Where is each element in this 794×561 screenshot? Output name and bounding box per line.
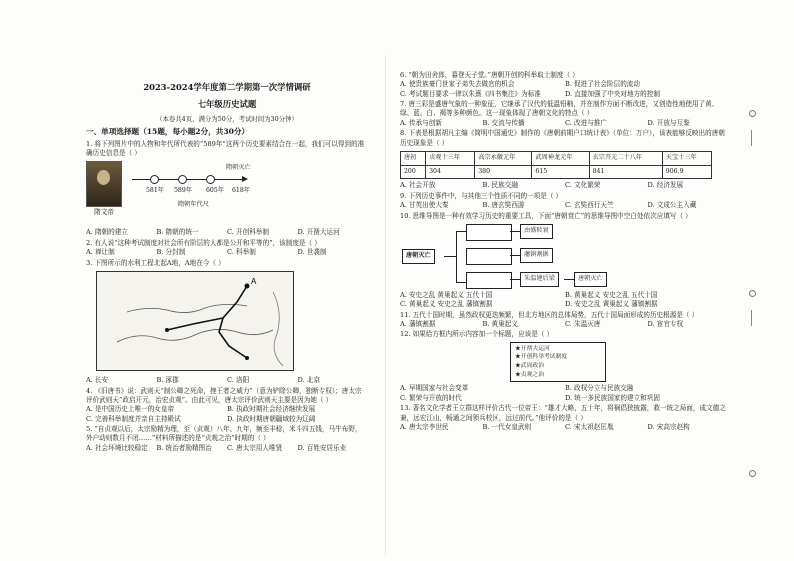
question-stem: 5. “自贞观以后，太宗励精为理，至（贞观）八年、九年，频至丰稔，米斗四五钱，马牛布野，外户动则数月不闭……”材料所描述的是“贞观之治”时期的（ ） [86, 425, 362, 443]
timeline-axis [132, 179, 244, 180]
question-7 [400, 100, 730, 128]
table-cell: 380 [475, 165, 532, 179]
option-d: D. 百姓安居乐业 [297, 443, 347, 452]
map-point [245, 356, 249, 360]
question-stem: 1. 将下列图片中的人物和年代所代表的“589年”这两个历史要素结合在一起，我们可以得到的准确历史信息是（ ） [86, 139, 365, 158]
binding-dash [751, 310, 752, 326]
option-a: A. 安史之乱 黄巢起义 五代十国 [400, 290, 493, 299]
question-stem: 4. 《旧唐书》说：武则天“制公卿之死命，挫王者之威力”（意为铲除公卿，独断专权）；唐太宗评价武则天“政启开元，治宏贞观”。由此可见，唐太宗评价武则天主要是因为她（ ） [86, 386, 362, 404]
option-c: C. 玄奘西行天竺 [565, 201, 614, 210]
option-d: D. 宦官专权 [647, 319, 684, 328]
content-item: ★贞观之治 [515, 371, 544, 378]
exam-subtitle: 七年级历史试题 [197, 98, 257, 109]
option-b: B. 黄巢起义 [482, 319, 518, 328]
question-stem: 8. 下表是根据胡凡主编《简明中国通史》制作的《唐朝前期户口统计表》（单位：万户），该表能够反映出的唐朝历史现象是（ ） [400, 129, 725, 147]
sui-timeline [86, 161, 368, 225]
mind-map-link [510, 231, 520, 232]
table-cell: 304 [426, 165, 475, 179]
question-9 [400, 192, 730, 211]
option-d: D. 经济发展 [647, 181, 684, 190]
binding-dash [751, 130, 752, 146]
table-cell: 玄宗开元二十八年 [589, 151, 662, 165]
table-cell: 天宝十三年 [662, 151, 711, 165]
page-fold [385, 55, 386, 555]
options [86, 248, 368, 257]
question-stem: 2. 有人说“这种考试制度对社会所有阶层的人都是公开和平等的”，该制度是（ ） [86, 238, 321, 247]
options [86, 376, 368, 385]
mind-map-node: 藩镇割据 [520, 248, 553, 263]
timeline-dot [178, 175, 187, 184]
mind-map-node: 由盛转衰 [520, 224, 553, 239]
option-b: B. 分封制 [156, 248, 186, 257]
map-label-a: A [251, 276, 257, 286]
right-column [400, 70, 730, 558]
mind-map [400, 223, 730, 289]
question-4 [86, 387, 368, 424]
binding-hole [749, 470, 756, 477]
table-cell: 615 [532, 165, 589, 179]
table-cell: 武周神龙元年 [532, 151, 589, 165]
option-a: A. 隋朝的建立 [86, 228, 128, 237]
exam-note: （本卷共4页，满分为50分，考试时间为30分钟） [156, 114, 298, 123]
mind-map-link [510, 279, 520, 280]
option-a: A. 甘英出使大秦 [400, 201, 449, 210]
emperor-caption: 隋文帝 [94, 208, 114, 217]
option-d: D. 开凿大运河 [297, 228, 340, 237]
option-a: A. 长安 [86, 376, 109, 385]
option-c: C. 科举制 [227, 248, 256, 257]
question-6 [400, 71, 730, 99]
option-d: D. 统一多民族国家的建立和巩固 [565, 393, 660, 402]
question-2 [86, 239, 368, 258]
table-cell: 841 [589, 165, 662, 179]
question-11 [400, 311, 730, 330]
question-stem: 9. 下列历史事件中，与其他三个性质不同的一项是（ ） [400, 191, 563, 200]
option-b: B. 交流与传播 [482, 118, 525, 127]
option-b: B. 黄巢起义 安史之乱 五代十国 [565, 290, 658, 299]
question-10 [400, 212, 730, 310]
option-c: C. 黄巢起义 安史之乱 藩镇割据 [400, 300, 493, 309]
timeline-dot [150, 175, 159, 184]
content-box [510, 342, 606, 383]
content-item: ★开凿大运河 [515, 345, 550, 352]
option-a: A. 社会环境比较稳定 [86, 443, 148, 452]
mind-map-root: 唐朝灭亡 [402, 249, 435, 264]
option-d: D. 文成公主入藏 [647, 201, 697, 210]
option-a: A. 传承与创新 [400, 118, 442, 127]
exam-title: 2023-2024学年度第二学期第一次学情调研 [143, 82, 311, 92]
option-c: C. 文化繁荣 [565, 181, 601, 190]
section-heading: 一、单项选择题（15题，每小题2分，共30分） [86, 126, 250, 136]
question-stem: 7. 唐三彩是盛唐气象的一种象征，它继承了汉代的低温铅釉，并在制作方面不断改进，又创造性地使用了黄、绿、蓝、白、褐等多种颜色。这一现象体现了唐朝文化的特点（ ） [400, 100, 719, 118]
question-8 [400, 129, 730, 191]
option-c: C. 开创科举制 [227, 228, 269, 237]
mind-map-blank [466, 248, 512, 265]
table-row [401, 165, 712, 179]
option-c: C. 洛阳 [227, 376, 250, 385]
option-d: D. 直接加强了中央对地方的控制 [565, 89, 660, 98]
content-item: ★开创科举考试制度 [515, 354, 568, 361]
option-b: B. 政权分立与民族交融 [565, 384, 634, 393]
mind-map-link [564, 279, 574, 280]
options [400, 423, 730, 432]
option-a: A. 社会开放 [400, 181, 436, 190]
timeline-caption: 隋朝年代尺 [178, 201, 209, 209]
binding-hole [749, 110, 756, 117]
option-b: B. 统治者励精图治 [156, 443, 212, 452]
question-5 [86, 425, 368, 453]
question-stem: 13. 著名文化学者王立群这样评价古代一位帝王：“雄才大略，五十年，将祸倡狭披露，救一统之局面，成文德之兼，远宏江山，畅通之间领兵校区，远过前代。”他评价的是（ ） [400, 404, 726, 422]
emperor-portrait [86, 161, 122, 207]
options [400, 181, 730, 190]
table-cell: 高宗永徽元年 [475, 151, 532, 165]
content-item: ★武周政治 [515, 363, 544, 370]
binding-hole [749, 290, 756, 297]
table-cell: 贞观十三年 [426, 151, 475, 165]
timeline-event: 隋朝灭亡 [226, 164, 251, 172]
option-b: B. 一代女皇武则 [482, 422, 532, 431]
options [400, 291, 730, 310]
option-d: D. 开放与互鉴 [647, 118, 690, 127]
question-3 [86, 259, 368, 386]
map-point [165, 328, 169, 332]
options [86, 405, 368, 424]
options [400, 201, 730, 210]
option-c: C. 考试题目要求一律以朱熹《四书集注》为标准 [400, 89, 541, 98]
option-d: D. 安史之乱 黄巢起义 藩镇割据 [565, 300, 658, 309]
question-stem: 3. 下图所示的水利工程北起A地，A地在今（ ） [86, 258, 225, 267]
option-c: C. 完善科举制度并亲自主持殿试 [86, 414, 181, 423]
option-d: D. 北京 [297, 376, 320, 385]
option-b: B. 涿郡 [156, 376, 179, 385]
table-cell: 唐初 [401, 151, 426, 165]
table-cell: 200 [401, 165, 426, 179]
question-12 [400, 330, 730, 403]
option-d: D. 执政时期唐朝疆域较为辽阔 [227, 414, 316, 423]
mind-map-link [444, 256, 456, 257]
option-a: A. 使贵族豪门世家子弟失去做官的机会 [400, 80, 515, 89]
timeline-year: 589年 [174, 187, 192, 195]
option-b: B. 促进了社会阶层的流动 [565, 80, 640, 89]
left-column [86, 70, 368, 558]
options [400, 80, 730, 99]
map-background [97, 272, 293, 370]
grand-canal-map [96, 271, 294, 371]
option-c: C. 唐太宗用人唯贤 [227, 443, 283, 452]
timeline-year: 605年 [206, 187, 224, 195]
option-a: A. 禅让制 [86, 248, 115, 257]
mind-map-link [510, 255, 520, 256]
question-stem: 6. “朝为田舍郎，暮登天子堂。”唐朝开创的科举取士制度（ ） [400, 71, 579, 79]
options [400, 320, 730, 329]
question-stem: 11. 五代十国时期，虽然政权更迭频繁，但北方地区的总体局势，五代十国局面形成的历史根源是（ ） [400, 310, 699, 319]
option-b: B. 执政时期社会经济继续发展 [227, 405, 316, 414]
option-c: C. 改进与推广 [565, 118, 607, 127]
options [86, 444, 368, 453]
option-c: C. 繁荣与开放的时代 [400, 393, 462, 402]
option-d: D. 世袭制 [297, 248, 327, 257]
timeline-year: 581年 [146, 187, 164, 195]
option-a: A. 是中国历史上唯一的女皇帝 [86, 405, 175, 414]
mind-map-blank [466, 224, 512, 241]
option-a: A. 唐太宗李世民 [400, 422, 449, 431]
options [400, 384, 730, 403]
timeline-dot [206, 175, 215, 184]
map-point-a [245, 283, 250, 288]
option-b: B. 唐玄奘西游 [482, 201, 525, 210]
option-a: A. 藩镇割据 [400, 319, 436, 328]
table-cell: 906.9 [662, 165, 711, 179]
timeline-year: 618年 [232, 187, 250, 195]
option-b: B. 民族交融 [482, 181, 518, 190]
census-table [400, 151, 712, 180]
options [400, 119, 730, 128]
question-1 [86, 140, 368, 238]
question-stem: 10. 思维导图是一种有效学习历史的重要工具，下面“唐朝衰亡”的思维导图中空白处依次应填写（ ） [400, 211, 692, 220]
option-d: D. 宋高宗赵构 [647, 422, 690, 431]
table-row [401, 151, 712, 165]
mind-map-blank [466, 272, 512, 289]
option-c: C. 宋太祖赵匡胤 [565, 422, 614, 431]
question-stem: 12. 如果给方框内所示内容加一个标题，应该是（ ） [400, 330, 554, 339]
timeline-arrow [242, 176, 248, 182]
options [86, 228, 368, 237]
option-b: B. 隋朝的统一 [156, 228, 199, 237]
question-13 [400, 404, 730, 432]
mind-map-node: 唐朝灭亡 [574, 272, 607, 287]
option-c: C. 朱温灭唐 [565, 319, 601, 328]
mind-map-node: 朱温建后梁 [520, 272, 559, 287]
option-a: A. 早期国家与社会变革 [400, 384, 469, 393]
